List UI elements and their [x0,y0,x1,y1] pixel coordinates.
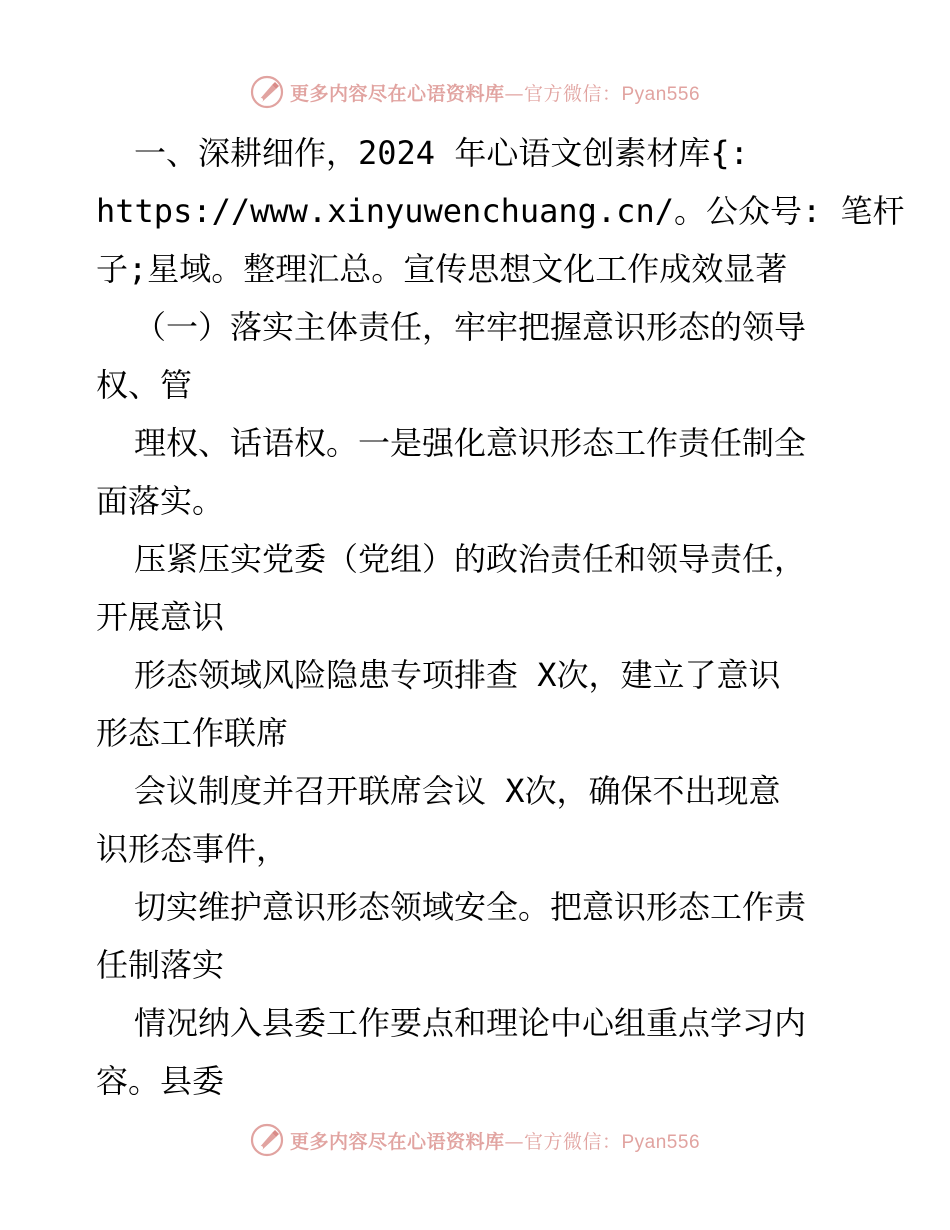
text-line: （一）落实主体责任，牢牢把握意识形态的领导 [134,308,807,346]
text-line: 情况纳入县委工作要点和理论中心组重点学习内 [134,1004,807,1042]
text-line: 理权、话语权。一是强化意识形态工作责任制全 [134,424,807,462]
text-line: 形态工作联席 [96,714,289,752]
watermark-wechat-id: Pyan556 [621,1131,701,1153]
watermark-main-text: 更多内容尽在心语资料库 [289,1130,505,1153]
text-line: 切实维护意识形态领域安全。把意识形态工作责 [134,888,807,926]
text-line: 开展意识 [96,598,225,636]
text-line: 任制落实 [96,946,225,984]
header-watermark-banner [0,72,950,112]
text-line: 会议制度并召开联席会议 X次，确保不出现意 [134,772,781,810]
text-line: 容。县委 [96,1062,225,1100]
watermark-text [290,1127,700,1154]
pen-nib-logo-icon [250,75,284,109]
watermark-mid-text: —官方微信： [504,1130,622,1153]
watermark-text [290,79,700,106]
watermark-mid-text: —官方微信： [504,82,622,105]
text-line: 子;星域。整理汇总。宣传思想文化工作成效显著 [96,250,788,288]
document-body [96,124,905,1110]
text-line: 识形态事件， [96,830,289,868]
text-line: 面落实。 [96,482,225,520]
footer-watermark-banner [0,1120,950,1160]
watermark-main-text: 更多内容尽在心语资料库 [289,82,505,105]
text-line: 压紧压实党委（党组）的政治责任和领导责任， [134,540,807,578]
text-line: 一、深耕细作，2024 年心语文创素材库{: [134,134,749,172]
text-line: https://www.xinyuwenchuang.cn/。公众号: 笔杆 [96,192,905,230]
watermark-wechat-id: Pyan556 [621,83,701,105]
text-line: 权、管 [96,366,193,404]
text-line: 形态领域风险隐患专项排查 X次，建立了意识 [134,656,781,694]
pen-nib-logo-icon [250,1123,284,1157]
